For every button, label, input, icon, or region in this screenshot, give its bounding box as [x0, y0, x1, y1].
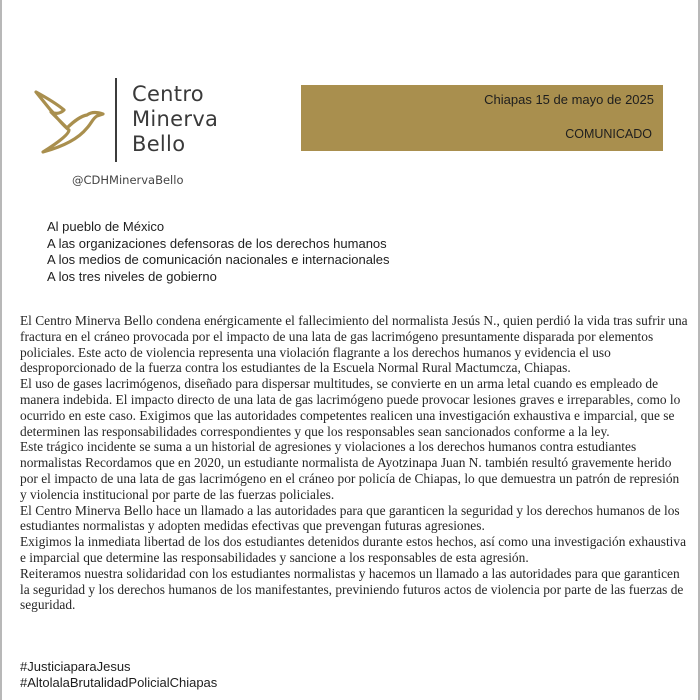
- logo-divider: [115, 78, 117, 162]
- addressee: A los medios de comunicación nacionales e internacionales: [47, 252, 390, 267]
- hashtag: #JusticiaparaJesus: [20, 659, 131, 674]
- page-border-left: [0, 0, 2, 700]
- hashtag: #AltolalaBrutalidadPolicialChiapas: [20, 675, 218, 690]
- paragraph: El Centro Minerva Bello hace un llamado a las autoridades para que garanticen la seguridad y los derechos humanos de los estudiantes normalistas y adopten medidas efectivas que prevengan futuras agresiones.: [20, 502, 680, 534]
- addressee: A las organizaciones defensoras de los derechos humanos: [47, 235, 387, 251]
- organization-name-line: Centro: [132, 82, 204, 106]
- social-handle: @CDHMinervaBello: [72, 173, 184, 187]
- dove-icon: [33, 84, 107, 156]
- document-date: Chiapas 15 de mayo de 2025: [484, 92, 654, 107]
- paragraph: Reiteramos nuestra solidaridad con los estudiantes normalistas y hacemos un llamado a las autoridades para que garanticen la seguridad y los derechos humanos de los manifestantes, previniendo futuros actos de violencia por parte de las fuerzas de seguridad.: [20, 565, 684, 613]
- addressee-list: [47, 219, 390, 285]
- organization-name-line: Bello: [132, 132, 186, 156]
- document-type: COMUNICADO: [565, 127, 652, 141]
- addressee: A los tres niveles de gobierno: [47, 268, 217, 284]
- statement-body: [20, 313, 688, 613]
- paragraph: El Centro Minerva Bello condena enérgicamente el fallecimiento del normalista Jesús N., quien perdió la vida tras sufrir una fractura en el cráneo provocada por el impacto de una lata de gas lacrimógeno presuntamente disparada por elementos policiales. Este acto de violencia representa una violación flagrante a los derechos humanos y evidencia el uso desproporcionado de la fuerza contra los estudiantes de la Escuela Normal Rural Mactumcza, Chiapas.: [20, 313, 688, 376]
- header-banner: [301, 85, 663, 151]
- hashtag-list: [20, 659, 217, 691]
- paragraph: Este trágico incidente se suma a un historial de agresiones y violaciones a los derechos humanos contra estudiantes normalistas Recordamos que en 2020, un estudiante normalista de Ayotzinapa Juan N. también resultó gravemente herido por el impacto de una lata de gas lacrimógeno en el cráneo por policía de Chiapas, lo que demuestra un patrón de represión y violencia institucional por parte de las fuerzas policiales.: [20, 439, 680, 502]
- addressee: Al pueblo de México: [47, 219, 165, 234]
- organization-name: [132, 82, 218, 157]
- paragraph: El uso de gases lacrimógenos, diseñado para dispersar multitudes, se convierte en un arma letal cuando es empleado de manera indebida. El impacto directo de una lata de gas lacrimógeno puede provocar lesiones graves e irreparables, como lo ocurrido en este caso. Exigimos que las autoridades competentes realicen una investigación exhaustiva e imparcial, que se determinen las responsabilidades correspondientes y que los responsables sean sancionados conforme a la ley.: [20, 376, 681, 439]
- paragraph: Exigimos la inmediata libertad de los dos estudiantes detenidos durante estos hechos, así como una investigación exhaustiva e imparcial que determine las responsabilidades y sancione a los responsables de esta agresión.: [20, 534, 687, 565]
- organization-name-line: Minerva: [132, 107, 219, 131]
